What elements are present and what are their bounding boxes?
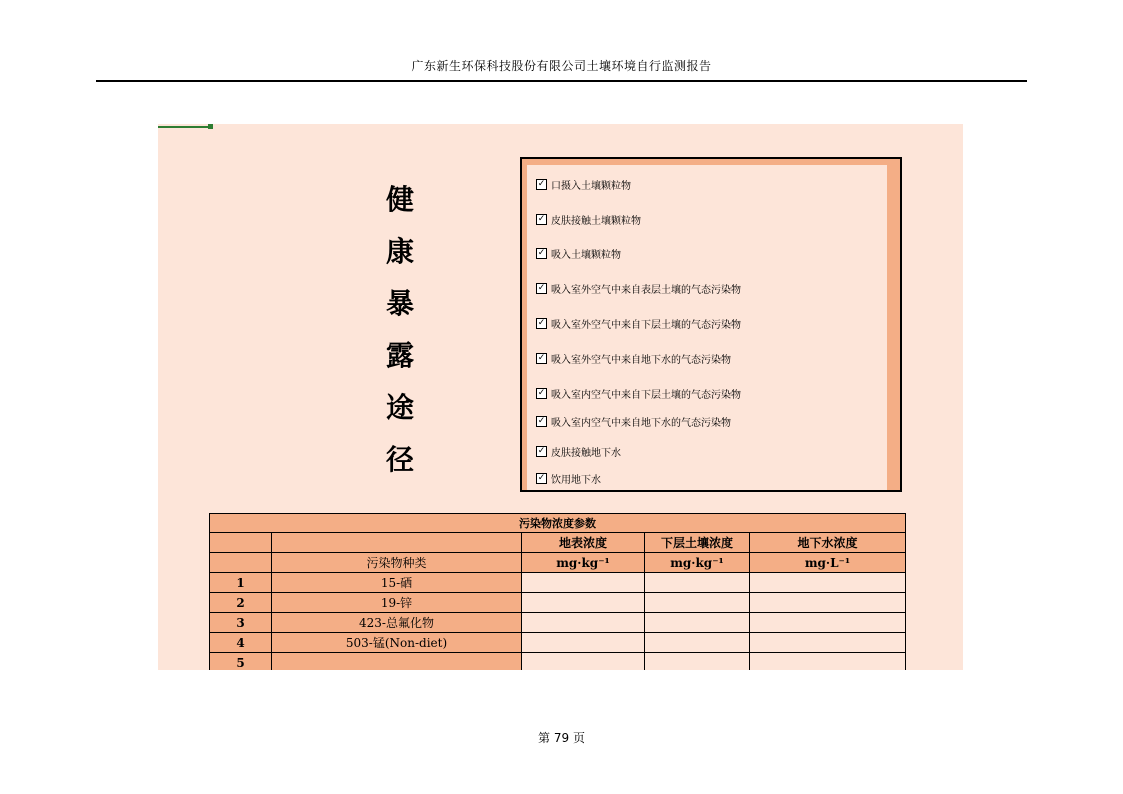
pollutant-name[interactable]: 19-锌 [272,593,522,613]
col-header-surface: 地表浓度 [522,533,645,553]
header-blank [210,553,272,573]
table-row [210,593,906,613]
vertical-title-char: 露 [385,339,414,372]
page-header-title: 广东新生环保科技股份有限公司土壤环境自行监测报告 [411,59,712,73]
exposure-path-item[interactable] [536,316,741,331]
vertical-title-char: 途 [385,391,414,424]
cell-selection-indicator [158,126,210,128]
exposure-paths-list [527,165,887,490]
checkbox-checked-icon[interactable]: ✓ [537,388,546,398]
vertical-title-char: 健 [385,183,414,216]
checkbox-checked-icon[interactable]: ✓ [537,179,546,189]
value-cell[interactable] [522,653,645,671]
table-row [210,573,906,593]
exposure-path-item[interactable] [536,471,601,486]
exposure-path-item[interactable] [536,177,631,192]
value-cell[interactable] [522,613,645,633]
vertical-title-char: 径 [385,443,414,476]
exposure-path-item[interactable] [536,212,641,227]
spreadsheet-area [158,124,963,670]
row-index: 1 [210,573,272,593]
pollutant-name[interactable]: 503-锰(Non-diet) [272,633,522,653]
value-cell[interactable] [645,653,750,671]
checkbox-checked-icon[interactable]: ✓ [537,248,546,258]
unit-surface: mg·kg⁻¹ [522,553,645,573]
page-number: 第 79 页 [538,731,585,745]
value-cell[interactable] [750,653,906,671]
vertical-title [370,174,430,486]
exposure-path-label: 饮用地下水 [551,475,601,486]
exposure-path-item[interactable] [536,246,621,261]
row-index: 4 [210,633,272,653]
checkbox-checked-icon[interactable]: ✓ [537,353,546,363]
value-cell[interactable] [750,613,906,633]
vertical-title-char: 暴 [385,287,414,320]
pollutant-concentration-table [209,513,906,670]
exposure-paths-panel [520,157,902,492]
exposure-path-item[interactable] [536,444,621,459]
exposure-path-item[interactable] [536,351,731,366]
col-header-groundwater: 地下水浓度 [750,533,906,553]
value-cell[interactable] [645,593,750,613]
row-index: 3 [210,613,272,633]
unit-groundwater: mg·L⁻¹ [750,553,906,573]
value-cell[interactable] [522,593,645,613]
exposure-path-label: 皮肤接触地下水 [551,448,621,459]
unit-subsoil: mg·kg⁻¹ [645,553,750,573]
exposure-path-label: 吸入室外空气中来自下层土壤的气态污染物 [551,320,741,331]
vertical-title-char: 康 [385,235,414,268]
col-header-subsoil: 下层土壤浓度 [645,533,750,553]
exposure-path-label: 吸入室内空气中来自下层土壤的气态污染物 [551,390,741,401]
pollutant-name[interactable] [272,653,522,671]
value-cell[interactable] [750,633,906,653]
table-title: 污染物浓度参数 [210,514,906,533]
table-row [210,613,906,633]
exposure-path-label: 吸入室内空气中来自地下水的气态污染物 [551,418,731,429]
value-cell[interactable] [645,613,750,633]
checkbox-checked-icon[interactable]: ✓ [537,283,546,293]
checkbox-checked-icon[interactable]: ✓ [537,446,546,456]
checkbox-checked-icon[interactable]: ✓ [537,318,546,328]
exposure-path-label: 吸入室外空气中来自地下水的气态污染物 [551,355,731,366]
exposure-path-label: 吸入室外空气中来自表层土壤的气态污染物 [551,285,741,296]
value-cell[interactable] [645,573,750,593]
value-cell[interactable] [750,573,906,593]
checkbox-checked-icon[interactable]: ✓ [537,214,546,224]
table-row [210,633,906,653]
row-index: 2 [210,593,272,613]
exposure-path-item[interactable] [536,414,731,429]
header-rule [96,80,1027,82]
checkbox-checked-icon[interactable]: ✓ [537,416,546,426]
fill-handle[interactable] [208,124,213,129]
value-cell[interactable] [750,593,906,613]
header-blank [272,533,522,553]
value-cell[interactable] [522,633,645,653]
pollutant-name[interactable]: 423-总氟化物 [272,613,522,633]
col-header-pollutant-type: 污染物种类 [272,553,522,573]
exposure-path-item[interactable] [536,386,741,401]
exposure-path-label: 皮肤接触土壤颗粒物 [551,216,641,227]
checkbox-checked-icon[interactable]: ✓ [537,473,546,483]
exposure-path-label: 口摄入土壤颗粒物 [551,181,631,192]
exposure-path-label: 吸入土壤颗粒物 [551,250,621,261]
header-blank [210,533,272,553]
table-row [210,653,906,671]
exposure-path-item[interactable] [536,281,741,296]
value-cell[interactable] [522,573,645,593]
row-index: 5 [210,653,272,671]
value-cell[interactable] [645,633,750,653]
pollutant-name[interactable]: 15-硒 [272,573,522,593]
